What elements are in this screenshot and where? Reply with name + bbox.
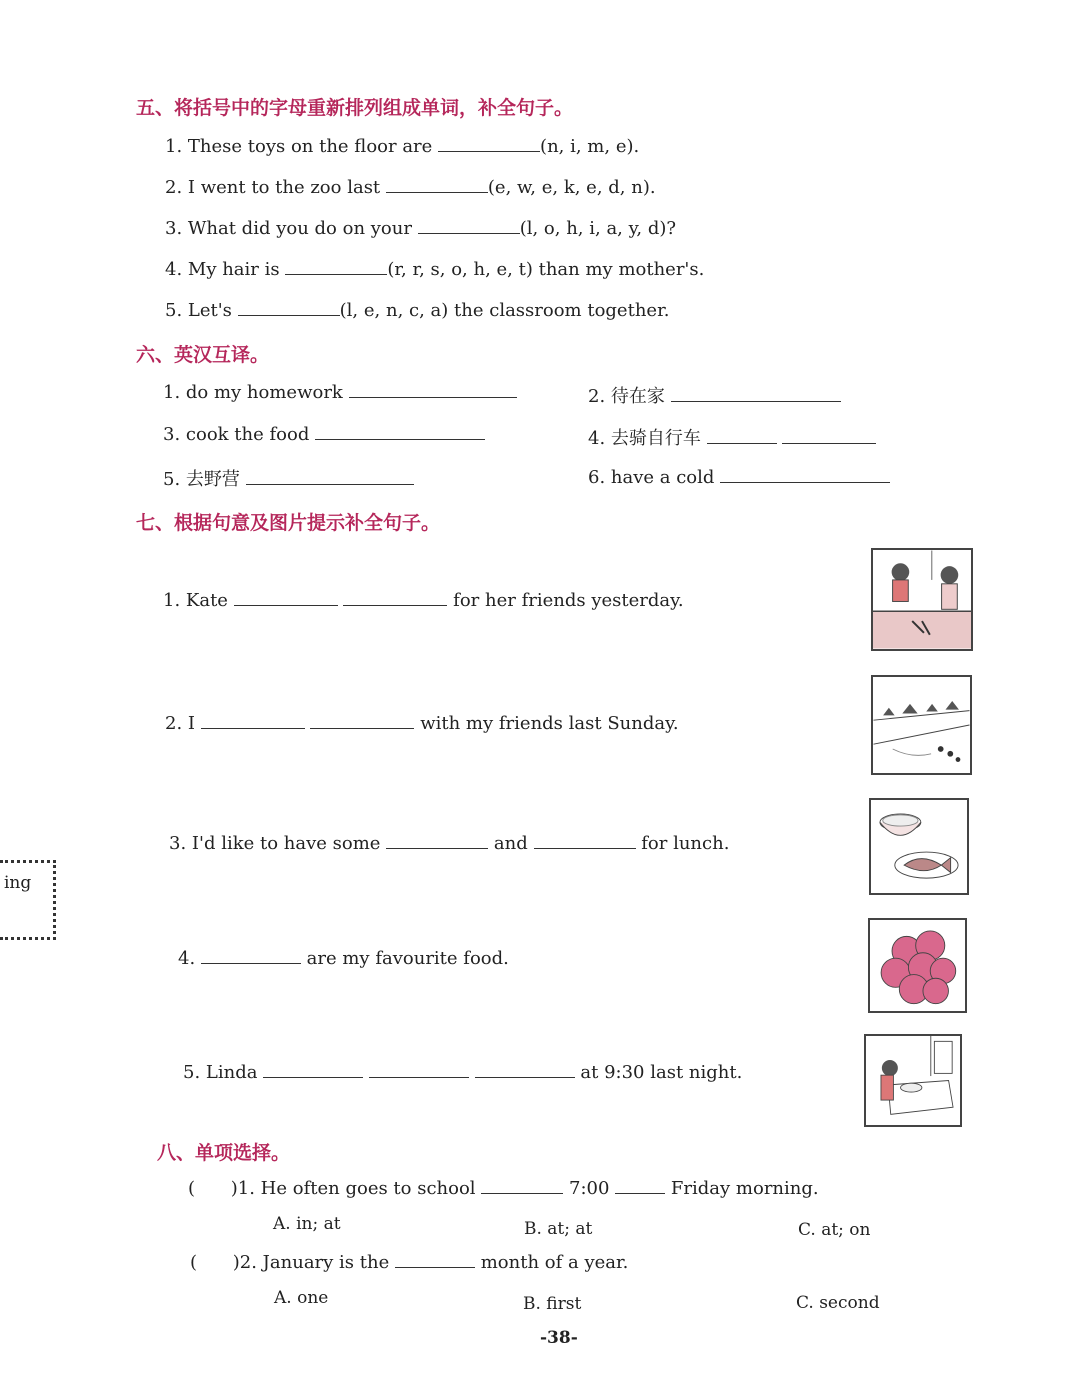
page-number: -38- — [540, 1328, 578, 1348]
s8-q1-mid: 7:00 — [569, 1178, 610, 1199]
side-tab-frame — [0, 860, 56, 940]
answer-slot[interactable] — [203, 1267, 233, 1268]
s7-q3 — [169, 833, 729, 854]
side-tab-text: ing — [4, 873, 32, 893]
s7-q4-post: are my favourite food. — [306, 948, 509, 969]
answer-blank[interactable] — [343, 604, 447, 606]
s5-q4-post: than my mother's. — [538, 259, 705, 280]
s5-q4 — [165, 259, 704, 280]
s5-q2 — [165, 177, 656, 198]
rice-and-fish-illustration — [871, 800, 967, 893]
s5-q4-hint: (r, r, s, o, h, e, t) — [387, 259, 533, 280]
s5-q5-text: 5. Let's — [165, 300, 232, 321]
answer-blank[interactable] — [418, 232, 520, 234]
s8-q1 — [188, 1178, 819, 1199]
answer-blank[interactable] — [782, 442, 876, 444]
answer-blank[interactable] — [395, 1266, 475, 1268]
s5-q3-hint: (l, o, h, i, a, y, d)? — [519, 218, 677, 239]
s6-item1 — [163, 382, 517, 403]
s6-item2-text: 2. 待在家 — [588, 386, 665, 407]
s5-q1 — [165, 136, 639, 157]
answer-blank[interactable] — [310, 727, 414, 729]
s6-item2 — [588, 382, 841, 408]
s7-q4-text: 4. — [178, 948, 196, 969]
s7-q5-post: at 9:30 last night. — [580, 1062, 743, 1083]
section6-title: 六、英汉互译。 — [136, 344, 270, 366]
s5-q5-post: the classroom together. — [454, 300, 670, 321]
section5-title: 五、将括号中的字母重新排列组成单词，补全句子。 — [136, 97, 574, 119]
answer-blank[interactable] — [349, 396, 517, 398]
s7-q3-text: 3. I'd like to have some — [169, 833, 381, 854]
s7-q3-post: for lunch. — [641, 833, 730, 854]
s8-q2-option-c[interactable]: C. second — [796, 1293, 880, 1313]
answer-blank[interactable] — [201, 962, 301, 964]
s6-item3-text: 3. cook the food — [163, 424, 310, 445]
answer-paren-open: ( — [190, 1252, 198, 1273]
answer-blank[interactable] — [720, 481, 890, 483]
sleeping-picture — [864, 1034, 962, 1127]
s5-q1-text: 1. These toys on the floor are — [165, 136, 433, 157]
s7-q2-text: 2. I — [165, 713, 196, 734]
s7-q1-post: for her friends yesterday. — [453, 590, 684, 611]
s8-q1-text: )1. He often goes to school — [230, 1178, 476, 1199]
section7-title: 七、根据句意及图片提示补全句子。 — [136, 512, 441, 534]
s5-q2-text: 2. I went to the zoo last — [165, 177, 381, 198]
s6-item4-text: 4. 去骑自行车 — [588, 428, 701, 449]
answer-blank[interactable] — [438, 150, 540, 152]
s8-q1-post: Friday morning. — [670, 1178, 819, 1199]
s5-q3 — [165, 218, 676, 239]
s5-q1-hint: (n, i, m, e). — [540, 136, 640, 157]
s7-q2 — [165, 713, 679, 734]
rice-fish-picture — [869, 798, 969, 895]
answer-slot[interactable] — [201, 1193, 231, 1194]
s7-q5 — [183, 1062, 742, 1083]
s5-q3-text: 3. What did you do on your — [165, 218, 412, 239]
cooking-illustration — [873, 550, 971, 649]
buns-illustration — [870, 920, 965, 1011]
s7-q1-text: 1. Kate — [163, 590, 228, 611]
answer-blank[interactable] — [707, 442, 777, 444]
answer-blank[interactable] — [234, 604, 338, 606]
s5-q5-hint: (l, e, n, c, a) — [339, 300, 449, 321]
answer-blank[interactable] — [475, 1076, 575, 1078]
answer-blank[interactable] — [386, 847, 488, 849]
s7-q4 — [178, 948, 509, 969]
s8-q1-option-c[interactable]: C. at; on — [798, 1220, 871, 1240]
s6-item3 — [163, 424, 485, 445]
answer-blank[interactable] — [534, 847, 636, 849]
answer-paren-open: ( — [188, 1178, 196, 1199]
s7-q1 — [163, 590, 684, 611]
s5-q5 — [165, 300, 669, 321]
sleeping-illustration — [866, 1036, 960, 1125]
answer-blank[interactable] — [315, 438, 485, 440]
answer-blank[interactable] — [263, 1076, 363, 1078]
answer-blank[interactable] — [238, 314, 340, 316]
s8-q2-option-b[interactable]: B. first — [523, 1294, 582, 1314]
answer-blank[interactable] — [246, 483, 414, 485]
camping-illustration — [873, 677, 970, 773]
answer-blank[interactable] — [671, 400, 841, 402]
s5-q2-hint: (e, w, e, k, e, d, n). — [487, 177, 656, 198]
s8-q2-text: )2. January is the — [232, 1252, 390, 1273]
s7-q5-text: 5. Linda — [183, 1062, 258, 1083]
s6-item1-text: 1. do my homework — [163, 382, 343, 403]
s7-q2-post: with my friends last Sunday. — [420, 713, 679, 734]
cooking-picture — [871, 548, 973, 651]
answer-blank[interactable] — [201, 727, 305, 729]
s8-q2-post: month of a year. — [480, 1252, 629, 1273]
buns-picture — [868, 918, 967, 1013]
s6-item4 — [588, 424, 876, 450]
s8-q1-option-a[interactable]: A. in; at — [273, 1214, 341, 1234]
section8-title: 八、单项选择。 — [157, 1142, 291, 1164]
s8-q1-option-b[interactable]: B. at; at — [524, 1219, 593, 1239]
answer-blank[interactable] — [369, 1076, 469, 1078]
s5-q4-text: 4. My hair is — [165, 259, 280, 280]
s8-q2 — [190, 1252, 628, 1273]
s6-item6 — [588, 467, 890, 488]
answer-blank[interactable] — [285, 273, 387, 275]
s6-item5 — [163, 465, 414, 491]
answer-blank[interactable] — [615, 1192, 665, 1194]
answer-blank[interactable] — [481, 1192, 563, 1194]
s7-q3-mid: and — [493, 833, 528, 854]
s6-item5-text: 5. 去野营 — [163, 469, 240, 490]
camping-picture — [871, 675, 972, 775]
answer-blank[interactable] — [386, 191, 488, 193]
s8-q2-option-a[interactable]: A. one — [274, 1288, 329, 1308]
s6-item6-text: 6. have a cold — [588, 467, 715, 488]
